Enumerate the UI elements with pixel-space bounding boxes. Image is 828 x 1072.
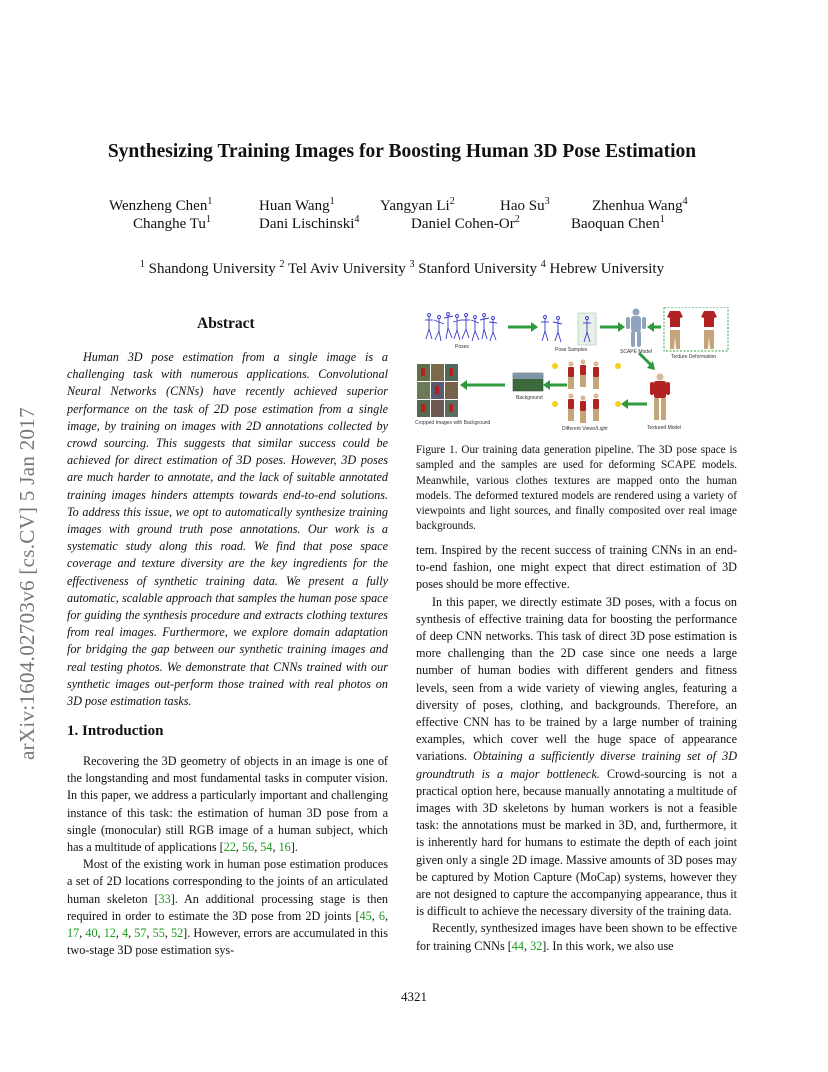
citation-link[interactable]: 45 [359,908,372,923]
right-paragraph-1: tem. Inspired by the recent success of training CNNs in an end-to-end fashion, one might expect that direct estimation of 3D poses should be more effective. [416,543,737,592]
citation-link[interactable]: 55 [152,926,165,941]
page-number: 4321 [401,989,427,1004]
author: Yangyan Li$^2$ [380,196,455,214]
author: Zhenhua Wang$^4$ [592,196,688,214]
intro-paragraph-2: Most of the existing work in human pose estimation produces a set of 2D locations corresponding to the joints of an articulated human skeleton [33]. An additional processing stage is then required in order to estimate the 3D pose from 2D joints [45, 6, 17, 40, 12, 4, 57, 55, 52]. However, errors are accumulated in this two-stage 3D pose estimation sys- [67,857,389,958]
figure-label-poses: Poses [455,344,469,350]
figure-label-cropped-images: Cropped Images with Background [415,420,491,426]
figure-label-texture-deformation: Texture Deformation [671,354,717,360]
abstract-body [67,349,388,710]
author: Huan Wang$^1$ [259,196,335,214]
citation-link[interactable]: 40 [85,926,98,941]
intro-paragraph-1: Recovering the 3D geometry of objects in an image is one of the longstanding and most fundamental tasks in computer vision. In this paper, we address a particularly important and challenging instance of this task: the estimation of human 3D pose from a single (monocular) still RGB image of a human subject, which has a multitude of applications [22, 56, 54, 16]. [67,754,388,855]
figure-1-caption [416,443,737,535]
author: Baoquan Chen$^1$ [571,214,665,232]
abstract-text: Human 3D pose estimation from a single image is a challenging task with numerous applications. Convolutional Neural Networks (CNNs) have recently achieved superior performance on the task of 2D pose estimation from a single image, by training on images with 2D annotations collected by crowd sourcing. This suggests that similar success could be achieved for direct estimation of 3D poses. However, 3D poses are much harder to annotate, and the lack of suitable annotated training images hinders attempts towards end-to-end solutions. To address this issue, we opt to automatically synthesize training images with ground truth pose annotations. Our work is a systematic study along this road. We find that pose space coverage and texture diversity are the key ingredients for the effectiveness of synthetic training data. We present a fully automatic, scalable approach that samples the human pose space for guiding the synthesis procedure and extracts clothing textures from real images. Furthermore, we explore domain adaptation for bridging the gap between our synthetic training images and real testing photos. We demonstrate that CNNs trained with our synthetic images out-perform those trained with real photos on 3D pose estimation tasks. [67,350,388,709]
citation-link[interactable]: 57 [134,926,147,941]
introduction-body [67,753,388,959]
introduction-heading: 1. Introduction [67,723,164,739]
citation-link[interactable]: 12 [103,926,116,941]
author: Daniel Cohen-Or$^2$ [411,214,520,232]
citation-link[interactable]: 44 [511,938,524,953]
abstract-heading: Abstract [197,315,255,332]
figure-1-pipeline [415,307,737,442]
caption-text: Figure 1. Our training data generation pipeline. The 3D pose space is sampled and the samples are used for deforming SCAPE models. Meanwhile, various clothes textures are mapped onto the human models. The deformed textured models are rendered using a variety of viewpoints and light sources, and finally composited over real image backgrounds. [416,444,737,533]
citation-link[interactable]: 32 [530,938,543,953]
author: Hao Su$^3$ [500,196,550,214]
citation-link[interactable]: 6 [378,908,385,923]
figure-label-different-views: Different Views/Light [562,426,608,432]
citation-link[interactable]: 56 [242,840,255,855]
citation-link[interactable]: 54 [260,840,273,855]
right-paragraph-2: In this paper, we directly estimate 3D poses, with a focus on synthesis of effective training data for boosting the performance of deep CNN networks. This task of direct 3D pose estimation is more challenging than the 2D case since one needs a large number of human bodies with different genders and fitness levels, seen from a wide variety of viewing angles, featuring a diversity of poses, clothing, and backgrounds. Therefore, an effective CNN has to be trained by a large number of training examples, which cover well the huge space of appearance variations. Obtaining a sufficiently diverse training set of 3D groundtruth is a major bottleneck. Crowd-sourcing is not a practical option here, because manually annotating a multitude of images with 3D skeletons by human workers is not a feasible task: the annotations must be marked in 3D, and, furthermore, it is inherently hard for humans to estimate the depth of each joint given only a single 2D image. Massive amounts of 3D poses may be captured by Motion Capture (MoCap) systems, however they are not designed to capture the accompanying appearance, thus it is difficult to achieve the necessary diversity of the training data. [416,594,737,919]
paper-title: Synthesizing Training Images for Boosting Human 3D Pose Estimation [107,141,697,162]
citation-link[interactable]: 22 [223,840,236,855]
figure-label-pose-samples: Pose Samples [555,347,588,353]
right-paragraph-3: Recently, synthesized images have been shown to be effective for training CNNs [44, 32]. In this work, we also use [416,921,737,953]
citation-link[interactable]: 52 [170,926,184,941]
citation-link[interactable]: 33 [158,891,171,906]
affiliations: $^1$ Shandong University $^2$ Tel Aviv University $^3$ Stanford University $^4$ Hebrew University [139,259,665,277]
right-column-body [416,542,737,955]
citation-link[interactable]: 17 [67,926,80,941]
author: Dani Lischinski$^4$ [259,214,360,232]
author: Changhe Tu$^1$ [133,214,211,232]
arxiv-identifier: arXiv:1604.02703v6 [cs.CV] 5 Jan 2017 [15,407,39,760]
citation-link[interactable]: 16 [278,840,291,855]
author: Wenzheng Chen$^1$ [109,196,213,214]
figure-label-textured-model: Textured Model [647,425,682,431]
citation-link[interactable]: 4 [122,926,129,941]
figure-label-scape-model: SCAPE Model [620,349,652,355]
figure-label-background: Background [516,395,543,401]
